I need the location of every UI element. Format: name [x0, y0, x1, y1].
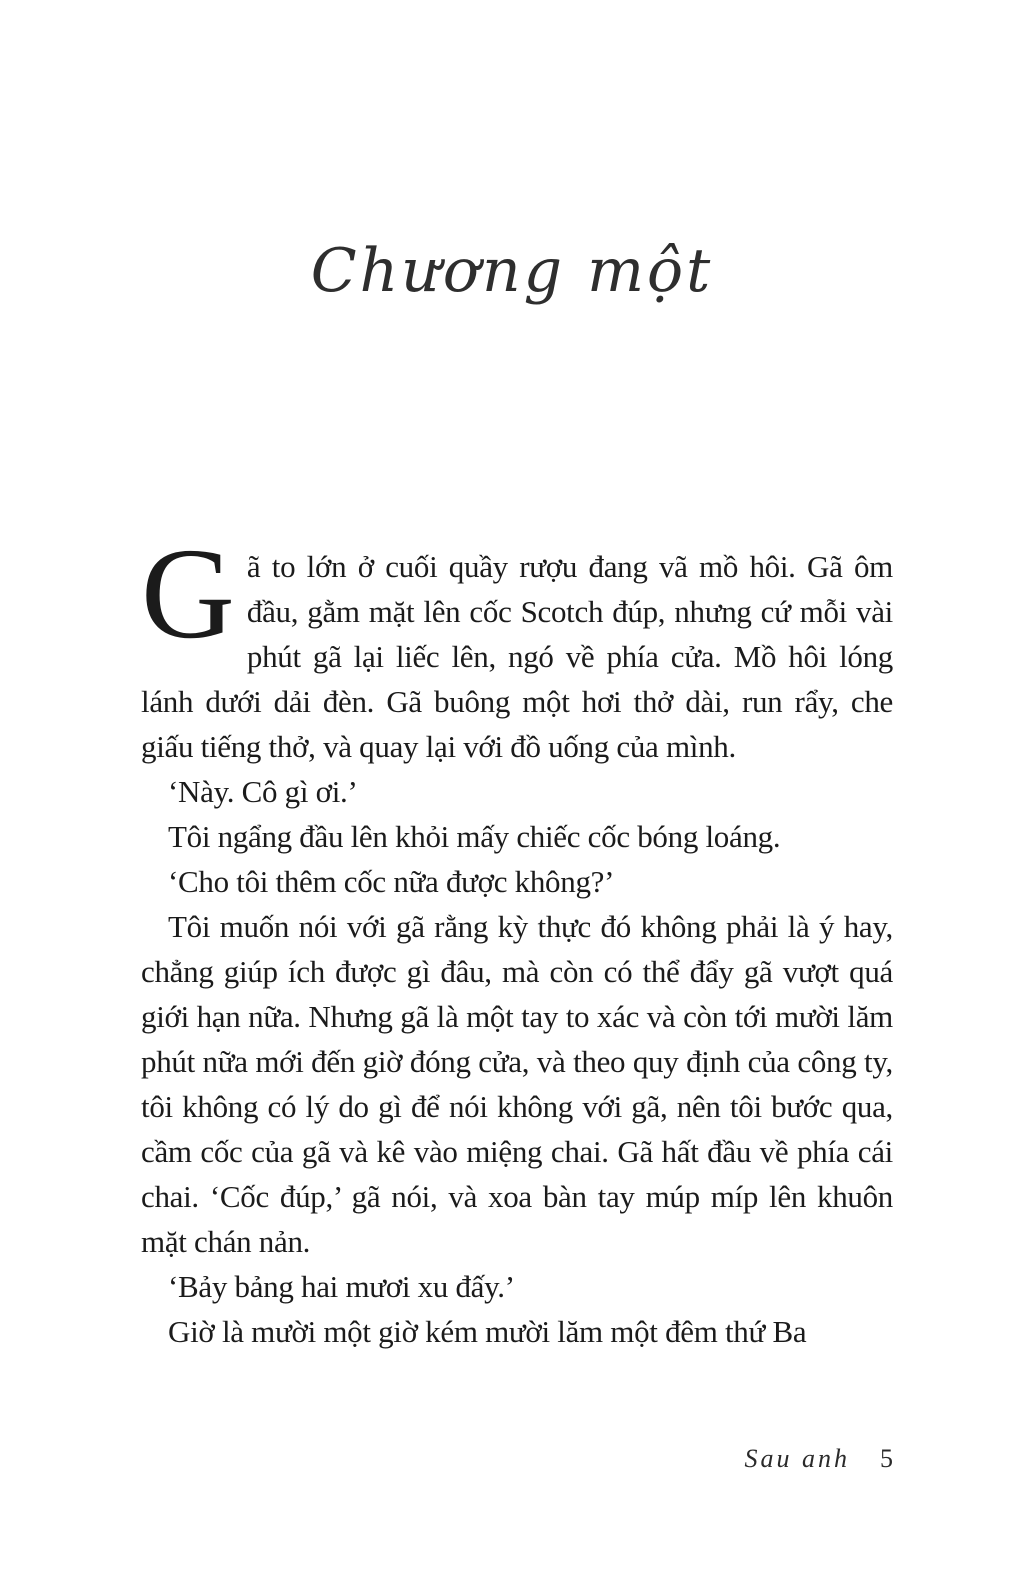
paragraph-dialogue: ‘Bảy bảng hai mươi xu đấy.’ [168, 1269, 515, 1304]
chapter-title: Chương một [310, 236, 714, 306]
drop-cap: G [141, 522, 235, 666]
paragraph: Tôi muốn nói với gã rằng kỳ thực đó không phải là ý hay, chẳng giúp ích được gì đâu, mà còn có thể đẩy gã vượt quá giới hạn nữa. Nhưng gã là một tay to xác và còn tới mười lăm phút nữa mới đến giờ đóng cửa, và theo quy định của công ty, tôi không có lý do gì để nói không với gã, nên tôi bước qua, cầm cốc của gã và kê vào miệng chai. Gã hất đầu về phía cái chai. ‘Cốc đúp,’ gã nói, và xoa bàn tay múp míp lên khuôn mặt chán nản. [141, 909, 893, 1259]
paragraph-dialogue: ‘Này. Cô gì ơi.’ [168, 774, 358, 809]
paragraph: Tôi ngẩng đầu lên khỏi mấy chiếc cốc bóng loáng. [168, 819, 781, 854]
paragraph-text: ã to lớn ở cuối quầy rượu đang vã mồ hôi. Gã ôm đầu, gằm mặt lên cốc Scotch đúp, nhưng cứ mỗi vài phút gã lại liếc lên, ngó về phía cửa. Mồ hôi lóng lánh dưới dải đèn. Gã buông một hơi thở dài, run rẩy, che giấu tiếng thở, và quay lại với đồ uống của mình. [141, 549, 893, 764]
paragraph-opening [141, 522, 893, 769]
page-number: 5 [880, 1444, 893, 1473]
running-title: Sau anh [744, 1444, 850, 1473]
page-footer [141, 1444, 893, 1474]
paragraph: Giờ là mười một giờ kém mười lăm một đêm thứ Ba [168, 1314, 807, 1349]
paragraph-dialogue: ‘Cho tôi thêm cốc nữa được không?’ [168, 864, 615, 899]
body-text [141, 522, 893, 1354]
